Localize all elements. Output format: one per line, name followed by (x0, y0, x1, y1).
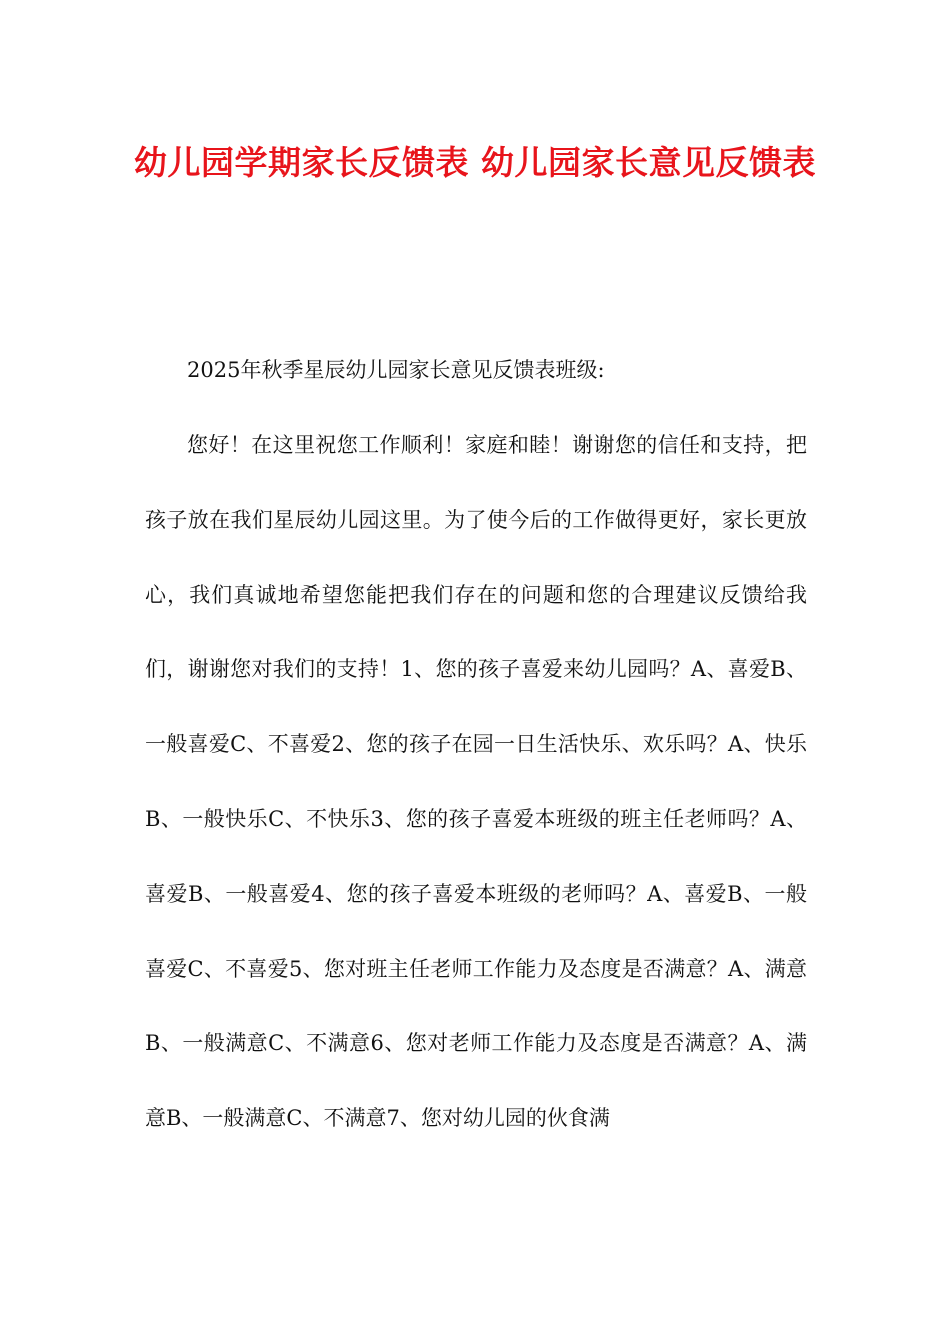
intro-paragraph: 2025年秋季星辰幼儿园家长意见反馈表班级: (187, 358, 605, 382)
document-title: 幼儿园学期家长反馈表 幼儿园家长意见反馈表 (134, 143, 816, 182)
body-paragraph: 您好！在这里祝您工作顺利！家庭和睦！谢谢您的信任和支持，把孩子放在我们星辰幼儿园这里。为了使今后的工作做得更好，家长更放心，我们真诚地希望您能把我们存在的问题和您的合理建议反馈给我们，谢谢您对我们的支持！1、您的孩子喜爱来幼儿园吗？A、喜爱B、一般喜爱C、不喜爱2、您的孩子在园一日生活快乐、欢乐吗？A、快乐B、一般快乐C、不快乐3、您的孩子喜爱本班级的班主任老师吗？A、喜爱B、一般喜爱4、您的孩子喜爱本班级的老师吗？A、喜爱B、一般喜爱C、不喜爱5、您对班主任老师工作能力及态度是否满意？A、满意B、一般满意C、不满意6、您对老师工作能力及态度是否满意？A、满意B、一般满意C、不满意7、您对幼儿园的伙食满 (145, 433, 807, 1131)
